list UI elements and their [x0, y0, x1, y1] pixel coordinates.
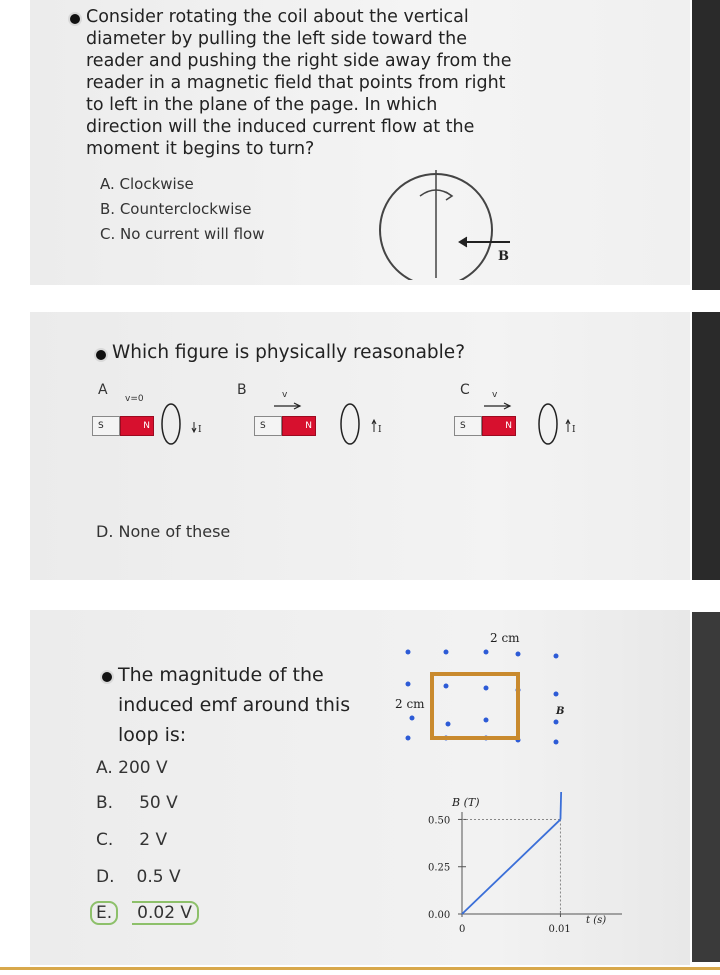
question-line: to left in the plane of the page. In which	[86, 95, 438, 115]
figure-letter: B	[237, 382, 247, 398]
loop-height-label: 2 cm	[395, 697, 425, 711]
svg-text:I: I	[572, 425, 576, 435]
x-tick-label: 0.01	[548, 924, 571, 935]
option-e[interactable]: E. 0.02 V	[90, 903, 199, 923]
footer-divider	[0, 967, 720, 970]
series-line-extension	[560, 792, 574, 819]
y-axis-label: B (T)	[452, 796, 480, 809]
option-d[interactable]: D. 0.5 V	[96, 867, 181, 887]
bullet-icon	[100, 670, 114, 684]
x-axis-label: t (s)	[586, 915, 607, 926]
question-line: induced emf around this	[118, 694, 351, 716]
question-text	[86, 6, 556, 160]
y-tick-label: 0.50	[428, 815, 451, 827]
option-c[interactable]: C. No current will flow	[100, 225, 265, 243]
bullet-icon	[68, 12, 82, 26]
figure-letter: A	[98, 382, 108, 398]
svg-text:I: I	[198, 425, 202, 435]
question-line: direction will the induced current flow at the	[86, 117, 475, 137]
photo-edge	[692, 0, 720, 290]
y-tick-label: 0.00	[428, 910, 451, 921]
question-line: loop is:	[118, 724, 187, 746]
option-a[interactable]: A. 200 V	[96, 758, 168, 778]
selected-highlight: E.	[90, 901, 118, 925]
field-label: B	[498, 249, 509, 264]
question-line: Consider rotating the coil about the vertical	[86, 7, 469, 27]
field-dots	[406, 650, 559, 745]
field-label: B	[556, 706, 565, 717]
question-line: reader and pushing the right side away from the	[86, 51, 512, 71]
graph-axes	[462, 812, 622, 914]
current-loop	[432, 674, 518, 738]
current-loop	[334, 400, 394, 448]
velocity-label: v	[282, 390, 288, 400]
figure-a[interactable]	[50, 376, 210, 436]
series-line	[462, 819, 560, 914]
question-panel-induced-emf	[30, 610, 690, 965]
svg-text:I: I	[378, 425, 382, 435]
option-d[interactable]: D. None of these	[96, 522, 231, 541]
loop-width-label: 2 cm	[490, 631, 520, 645]
x-tick-label: 0	[459, 924, 466, 935]
loop-field-diagram	[390, 620, 590, 780]
question-panel-magnet-figures	[30, 312, 690, 580]
question-line: reader in a magnetic field that points from right	[86, 73, 506, 93]
option-c[interactable]: C. 2 V	[96, 830, 168, 850]
figure-b[interactable]	[237, 376, 402, 436]
question-line: The magnitude of the	[118, 664, 324, 686]
option-b[interactable]: B. Counterclockwise	[100, 200, 252, 218]
bar-magnet: S N	[454, 416, 516, 436]
current-loop	[532, 400, 588, 448]
y-tick-label: 0.25	[428, 862, 451, 874]
bar-magnet: S N	[254, 416, 316, 436]
option-a[interactable]: A. Clockwise	[100, 175, 194, 193]
velocity-arrow-icon	[482, 402, 512, 410]
photo-edge	[692, 612, 720, 962]
figure-c[interactable]	[420, 376, 590, 436]
bar-magnet: S N	[92, 416, 154, 436]
velocity-label: v=0	[125, 394, 144, 404]
current-loop	[158, 400, 208, 448]
option-b[interactable]: B. 50 V	[96, 793, 178, 813]
rotating-coil-diagram	[370, 168, 520, 280]
bullet-icon	[94, 348, 108, 362]
question-line: moment it begins to turn?	[86, 139, 315, 159]
question-line: diameter by pulling the left side toward the	[86, 29, 467, 49]
velocity-arrow-icon	[272, 402, 302, 410]
question-panel-rotating-coil	[30, 0, 690, 285]
velocity-label: v	[492, 390, 498, 400]
b-vs-t-graph	[390, 792, 630, 952]
question-line: Which figure is physically reasonable?	[112, 342, 466, 363]
question-text	[112, 342, 465, 363]
photo-edge	[692, 312, 720, 580]
figure-letter: C	[460, 382, 470, 398]
question-text	[118, 660, 418, 750]
